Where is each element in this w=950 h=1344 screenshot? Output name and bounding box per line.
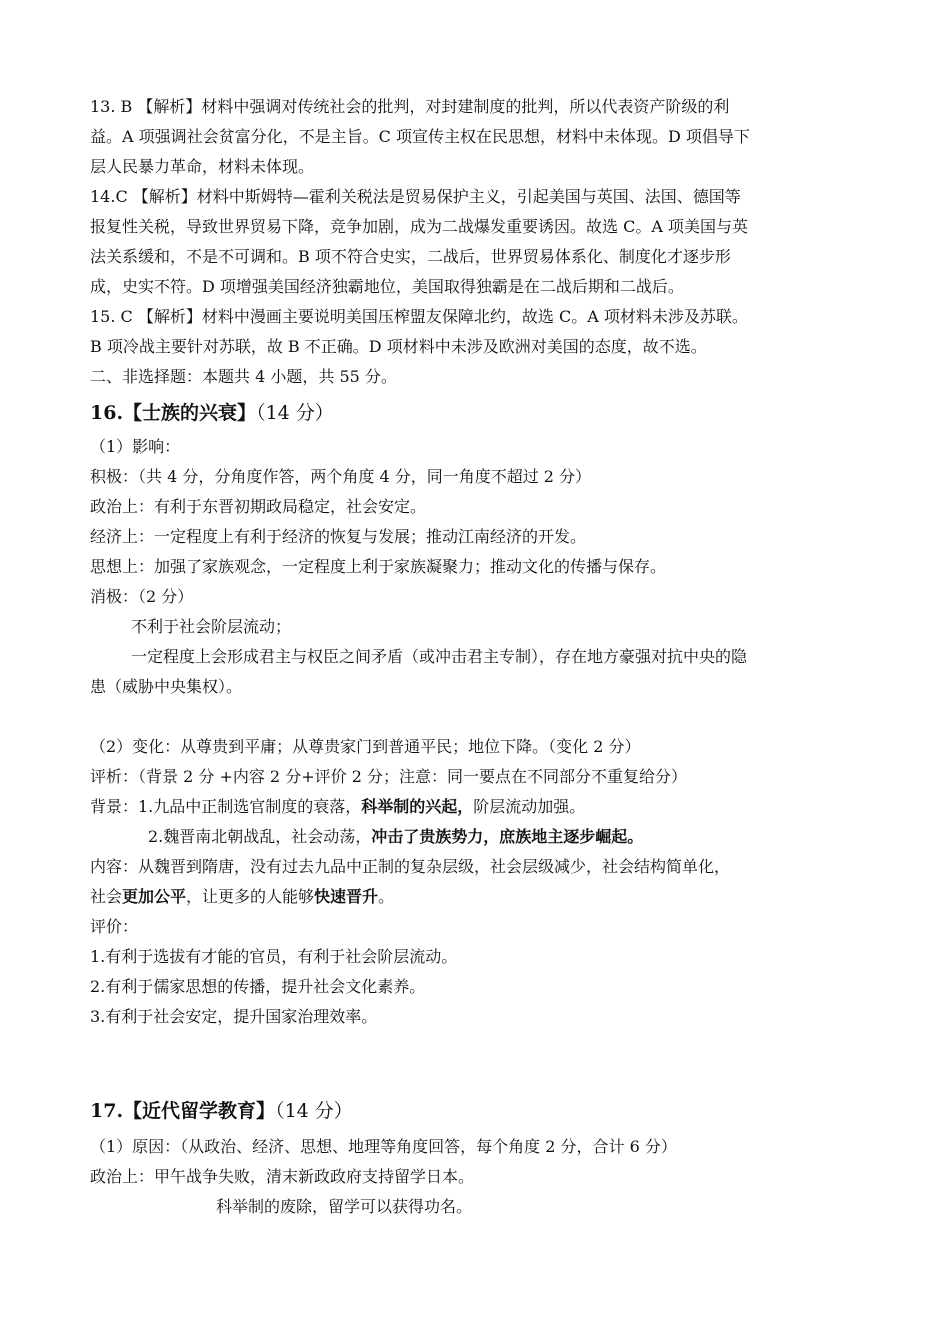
q16-positive: 积极：（共 4 分，分角度作答，两个角度 4 分，同一角度不超过 2 分） xyxy=(90,467,592,486)
q17-political: 政治上：甲午战争失败，清末新政政府支持留学日本。 xyxy=(90,1167,475,1186)
q16-content-2 xyxy=(90,882,865,912)
q14-line-1: 14.C 【解析】材料中斯姆特—霍利关税法是贸易保护主义，引起美国与英国、法国、德国等 xyxy=(90,187,741,206)
q16-title: 16.【士族的兴衰】 xyxy=(90,402,257,424)
content-mid: ，让更多的人能够 xyxy=(186,887,315,906)
q17-heading xyxy=(90,1096,865,1126)
q16-political: 政治上：有利于东晋初期政局稳定，社会安定。 xyxy=(90,497,427,516)
q16-neg-1: 不利于社会阶层流动； xyxy=(131,617,292,636)
content-post: 。 xyxy=(378,887,395,906)
blank-line xyxy=(90,1032,865,1062)
q14-line-2: 报复性关税，导致世界贸易下降，竞争加剧，成为二战爆发重要诱因。故选 C。A 项美国与英 xyxy=(90,217,748,236)
bg2-bold: 冲击了贵族势力，庶族地主逐步崛起。 xyxy=(371,827,644,846)
q16-eval-3: 3.有利于社会安定，提升国家治理效率。 xyxy=(90,1007,378,1026)
q16-points: （14 分） xyxy=(256,402,334,424)
bg2-text: 2.魏晋南北朝战乱，社会动荡， xyxy=(148,827,372,846)
bg1-bold: 科举制的兴起， xyxy=(361,797,474,816)
q16-neg-2a: 一定程度上会形成君主与权臣之间矛盾（或冲击君主专制），存在地方豪强对抗中央的隐 xyxy=(131,647,748,666)
q13-line-3: 层人民暴力革命，材料未体现。 xyxy=(90,157,315,176)
q16-negative: 消极：（2 分） xyxy=(90,587,194,606)
document-page xyxy=(90,92,865,1222)
q16-neg-2b: 患（威胁中央集权）。 xyxy=(90,677,243,696)
q16-economic: 经济上：一定程度上有利于经济的恢复与发展；推动江南经济的开发。 xyxy=(90,527,587,546)
part2-heading: 二、非选择题：本题共 4 小题，共 55 分。 xyxy=(90,367,397,386)
q15-line-2: B 项冷战主要针对苏联，故 B 不正确。D 项材料中未涉及欧洲对美国的态度，故不选。 xyxy=(90,337,707,356)
q15-line-1: 15. C 【解析】材料中漫画主要说明美国压榨盟友保障北约，故选 C。A 项材料未涉及苏联。 xyxy=(90,307,748,326)
content-bold-1: 更加公平 xyxy=(122,887,187,906)
q16-eval-2: 2.有利于儒家思想的传播，提升社会文化素养。 xyxy=(90,977,426,996)
q13-line-2: 益。A 项强调社会贫富分化，不是主旨。C 项宣传主权在民思想，材料中未体现。D 项倡导下 xyxy=(90,127,750,146)
q16-eval-1: 1.有利于选拔有才能的官员，有利于社会阶层流动。 xyxy=(90,947,458,966)
q17-points: （14 分） xyxy=(275,1100,353,1122)
bg1-post: 阶层流动加强。 xyxy=(473,797,586,816)
q13-line-1: 13. B 【解析】材料中强调对传统社会的批判，对封建制度的批判，所以代表资产阶级的利 xyxy=(90,97,730,116)
blank-line xyxy=(90,702,865,732)
q14-line-3: 法关系缓和，不是不可调和。B 项不符合史实，二战后，世界贸易体系化、制度化才逐步形 xyxy=(90,247,731,266)
q16-eval-rule: 评析：（背景 2 分 +内容 2 分+评价 2 分；注意：同一要点在不同部分不重复给分） xyxy=(90,767,687,786)
q17-title: 17.【近代留学教育】 xyxy=(90,1100,276,1122)
content-bold-2: 快速晋升 xyxy=(314,887,379,906)
q14-line-4: 成，史实不符。D 项增强美国经济独霸地位，美国取得独霸是在二战后期和二战后。 xyxy=(90,277,684,296)
q16-heading xyxy=(90,398,865,428)
q16-background-2 xyxy=(90,822,865,852)
q16-eval-label: 评价： xyxy=(90,917,139,936)
q16-thought: 思想上：加强了家族观念，一定程度上利于家族凝聚力；推动文化的传播与保存。 xyxy=(90,557,667,576)
bg1-text: 背景：1.九品中正制选官制度的衰落， xyxy=(90,797,362,816)
q17-political-2: 科举制的废除，留学可以获得功名。 xyxy=(216,1197,473,1216)
q16-change: （2）变化：从尊贵到平庸；从尊贵家门到普通平民；地位下降。（变化 2 分） xyxy=(90,737,641,756)
blank-line xyxy=(90,1062,865,1092)
q16-content-1: 内容：从魏晋到隋唐，没有过去九品中正制的复杂层级，社会层级减少，社会结构简单化， xyxy=(90,857,731,876)
content-pre: 社会 xyxy=(90,887,123,906)
q16-p1-label: （1）影响： xyxy=(90,437,181,456)
q16-background-1 xyxy=(90,792,865,822)
q17-reason: （1）原因：（从政治、经济、思想、地理等角度回答，每个角度 2 分，合计 6 分） xyxy=(90,1137,677,1156)
